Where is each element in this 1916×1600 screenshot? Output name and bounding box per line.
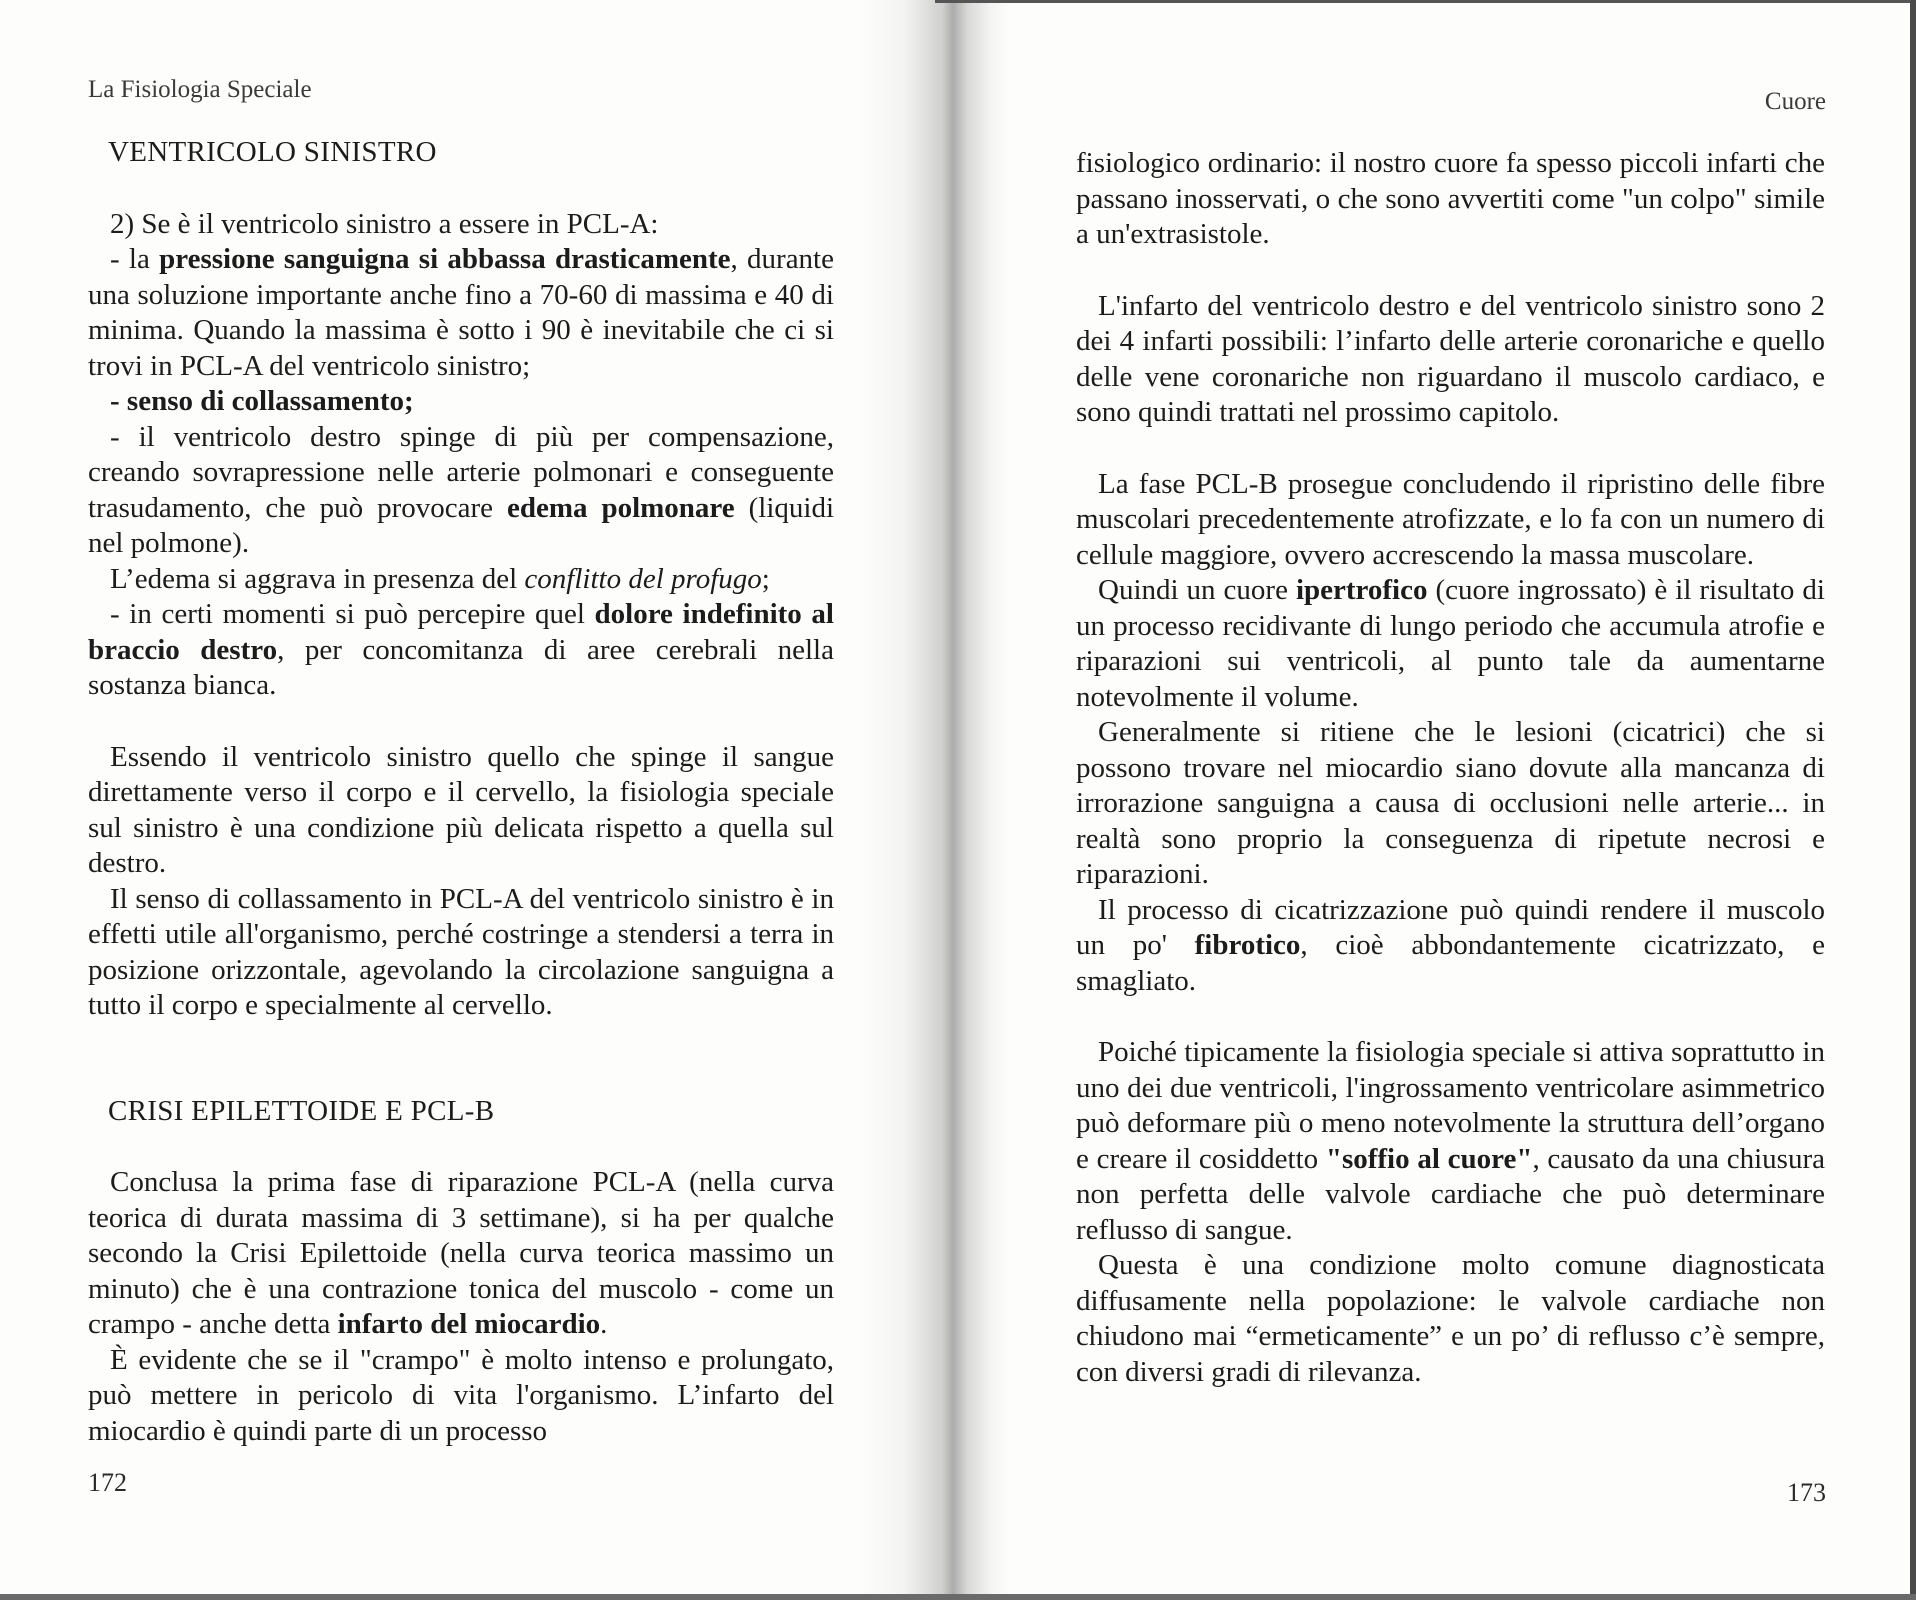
left-text-block [88, 135, 834, 1449]
bold-term: ipertrofico [1295, 574, 1428, 606]
page-number-right: 173 [1787, 1478, 1826, 1507]
bold-term: infarto del miocardio [337, 1308, 601, 1340]
paragraph: L'infarto del ventricolo destro e del ventricolo sinistro sono 2 dei 4 infarti possibili: l’infarto delle arterie coronariche e quello delle vene coronariche non riguardano il muscolo cardiaco, e sono quindi trattati nel prossimo capitolo. [1076, 289, 1825, 428]
paragraph: 2) Se è il ventricolo sinistro a essere in PCL-A: [110, 207, 659, 240]
bold-term: dolore indefinito al braccio destro [88, 598, 834, 666]
paragraph: L’edema si aggrava in presenza del conflitto del profugo; [110, 562, 770, 595]
section-heading-ventricolo-sinistro: VENTRICOLO SINISTRO [108, 136, 437, 168]
paragraph: La fase PCL-B prosegue concludendo il ripristino delle fibre muscolari precedentemente atrofizzate, e lo fa con un numero di cellule maggiore, ovvero accrescendo la massa muscolare. [1076, 467, 1825, 571]
right-page [935, 0, 1916, 1600]
left-page [0, 0, 935, 1600]
bold-term: - senso di collassamento; [110, 385, 414, 417]
italic-term: conflitto del profugo [524, 562, 762, 595]
running-head-right: Cuore [1764, 88, 1826, 115]
page-edge [935, 0, 1916, 3]
paragraph: È evidente che se il "crampo" è molto intenso e prolungato, può mettere in pericolo di vita l'organismo. L’infarto del miocardio è quindi parte di un processo [88, 1343, 834, 1447]
paragraph: Generalmente si ritiene che le lesioni (cicatrici) che si possono trovare nel miocardio siano dovute alla mancanza di irrorazione sanguigna a causa di occlusioni nelle arterie... in realtà sono proprio la conseguenza di ripetute necrosi e riparazioni. [1076, 716, 1825, 890]
paragraph: - la pressione sanguigna si abbassa drasticamente, durante una soluzione importante anche fino a 70-60 di massima e 40 di minima. Quando la massima è sotto i 90 è inevitabile che ci si trovi in PCL-A del ventricolo sinistro; [88, 243, 834, 382]
paragraph [88, 384, 834, 420]
paragraph: Essendo il ventricolo sinistro quello che spinge il sangue direttamente verso il corpo e il cervello, la fisiologia speciale sul sinistro è una condizione più delicata rispetto a quella sul destro. [88, 740, 834, 879]
right-text-block [1076, 146, 1825, 1390]
paragraph: Conclusa la prima fase di riparazione PCL-A (nella curva teorica di durata massima di 3 settimane), si ha per qualche secondo la Crisi Epilettoide (nella curva teorica massimo un minuto) che è una contrazione tonica del muscolo - come un crampo - anche detta infarto del miocardio. [88, 1166, 834, 1340]
bold-term: fibrotico [1194, 929, 1301, 961]
paragraph: Quindi un cuore ipertrofico (cuore ingrossato) è il risultato di un processo recidivante di lungo periodo che accumula atrofie e riparazioni sui ventricoli, al punto tale da aumentarne notevolmente il volume. [1076, 574, 1825, 713]
paragraph: - il ventricolo destro spinge di più per compensazione, creando sovrapressione nelle arterie polmonari e conseguente trasudamento, che può provocare edema polmonare (liquidi nel polmone). [88, 420, 834, 559]
paragraph: Poiché tipicamente la fisiologia speciale si attiva soprattutto in uno dei due ventricoli, l'ingrossamento ventricolare asimmetrico può deformare più o meno notevolmente la struttura dell’organo e creare il cosiddetto "soffio al cuore", causato da una chiusura non perfetta delle valvole cardiache che può determinare reflusso di sangue. [1076, 1036, 1825, 1246]
page-edge [0, 1594, 1916, 1600]
running-head-left: La Fisiologia Speciale [88, 76, 312, 103]
bold-term: edema polmonare [506, 491, 735, 524]
section-heading-crisi-epilettoide: CRISI EPILETTOIDE E PCL-B [108, 1094, 495, 1127]
paragraph: Il processo di cicatrizzazione può quindi rendere il muscolo un po' fibrotico, cioè abbondantemente cicatrizzato, e smagliato. [1076, 893, 1825, 997]
book-gutter-shadow [860, 0, 1010, 1600]
paragraph: fisiologico ordinario: il nostro cuore fa spesso piccoli infarti che passano inosservati, o che sono avvertiti come "un colpo" simile a un'extrasistole. [1076, 147, 1825, 250]
paragraph: - in certi momenti si può percepire quel dolore indefinito al braccio destro, per concomitanza di aree cerebrali nella sostanza bianca. [88, 598, 834, 701]
page-number-left: 172 [88, 1468, 127, 1497]
paragraph: Il senso di collassamento in PCL-A del ventricolo sinistro è in effetti utile all'organismo, perché costringe a stendersi a terra in posizione orizzontale, agevolando la circolazione sanguigna a tutto il corpo e specialmente al cervello. [88, 882, 834, 1021]
page-edge [1910, 0, 1916, 1600]
bold-term: pressione sanguigna si abbassa drasticamente [159, 243, 731, 275]
bold-term: "soffio al cuore" [1325, 1142, 1533, 1175]
paragraph: Questa è una condizione molto comune diagnosticata diffusamente nella popolazione: le valvole cardiache non chiudono mai “ermeticamente” e un po’ di reflusso c’è sempre, con diversi gradi di rilevanza. [1076, 1249, 1825, 1388]
